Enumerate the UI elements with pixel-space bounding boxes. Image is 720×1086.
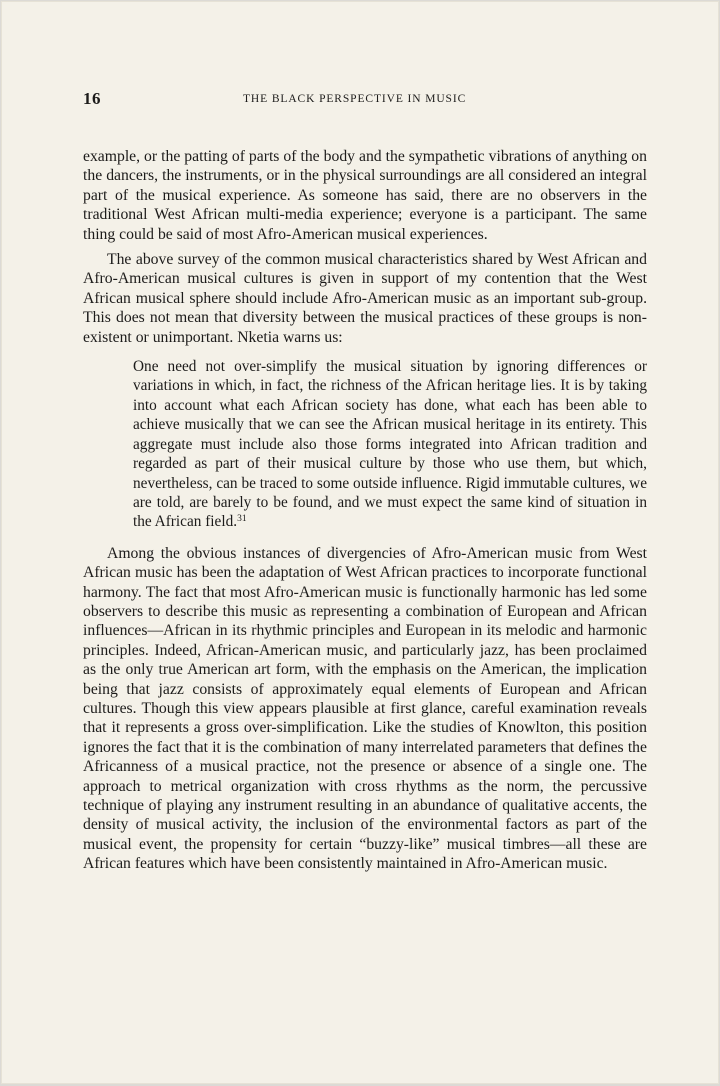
page-header — [83, 89, 649, 111]
paragraph-continuation: example, or the patting of parts of the body and the sympathetic vibrations of anything on the dancers, the instruments, or in the physical surroundings are all considered an integral part of the musical experience. As someone has said, there are no observers in the traditional West African multi-media experience; everyone is a participant. The same thing could be said of most Afro-American musical experiences. — [83, 148, 647, 243]
footnote-reference: 31 — [237, 514, 247, 525]
body-text — [83, 147, 647, 874]
paragraph-divergencies: Among the obvious instances of divergencies of Afro-American music from West African music has been the adaptation of West African practices to incorporate functional harmony. The fact that most Afro-American music is functionally harmonic has led some observers to describe this music as representing a combination of European and African influences—African in its rhythmic principles and European in its melodic and harmonic principles. Indeed, African-American music, and particularly jazz, has been proclaimed as the only true American art form, with the emphasis on the American, the implication being that jazz consists of approximately equal elements of European and African cultures. Though this view appears plausible at first glance, careful examination reveals that it represents a gross over-simplification. Like the studies of Knowlton, this position ignores the fact that it is the combination of many interrelated parameters that defines the Africanness of a musical practice, not the presence or absence of a single one. The approach to metrical organization with cross rhythms as the norm, the percussive technique of playing any instrument resulting in an abundance of qualitative accents, the density of musical activity, the inclusion of the environmental factors as part of the musical event, the propensity for certain “buzzy-like” musical timbres—all these are African features which have been consistently maintained in Afro-American music. — [83, 544, 647, 873]
block-quote-text: One need not over-simplify the musical situation by ignoring differences or variations in which, in fact, the richness of the African heritage lies. It is by taking into account what each African society has done, what each has been able to achieve musically that we can see the African musical heritage in its entirety. This aggregate must include also those forms integrated into African tradition and regarded as part of their musical culture by those who use them, but which, nevertheless, can be traced to some outside influence. Rigid immutable cultures, we are told, are barely to be found, and we must expect the same kind of situation in the African field. — [133, 358, 647, 531]
paragraph-survey: The above survey of the common musical characteristics shared by West African and Afro-American musical cultures is given in support of my contention that the West African musical sphere should include Afro-American music as an important sub-group. This does not mean that diversity between the musical practices of these groups is non-existent or unimportant. Nketia warns us: — [83, 251, 647, 346]
book-page — [1, 1, 719, 1084]
running-head: THE BLACK PERSPECTIVE IN MUSIC — [243, 93, 467, 105]
page-number: 16 — [83, 89, 101, 108]
block-quote — [133, 357, 647, 532]
